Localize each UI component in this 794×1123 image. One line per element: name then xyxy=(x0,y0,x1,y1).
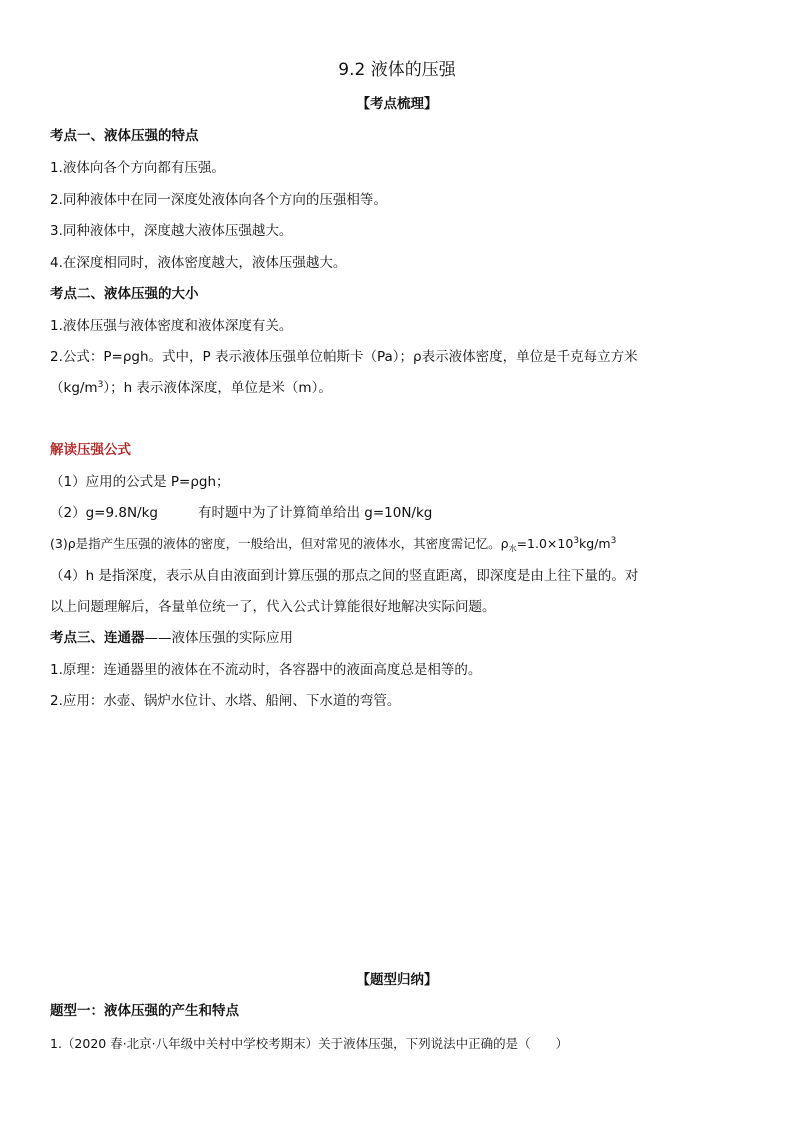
kp1-item-4: 4.在深度相同时，液体密度越大，液体压强越大。 xyxy=(50,255,347,271)
interpret-line-2 xyxy=(50,503,748,523)
kp1-item-2: 2.同种液体中在同一深度处液体向各个方向的压强相等。 xyxy=(50,192,387,208)
interpret-g-value: （2）g=9.8N/kg xyxy=(50,505,158,521)
kp3-item-1: 1.原理：连通器里的液体在不流动时，各容器中的液面高度总是相等的。 xyxy=(50,662,482,678)
kp3-item-2: 2.应用：水壶、锅炉水位计、水塔、船闸、下水道的弯管。 xyxy=(50,693,401,709)
kp2-unit-post: ）；h 表示液体深度，单位是米（m）。 xyxy=(103,380,332,396)
type1-heading: 题型一：液体压强的产生和特点 xyxy=(50,1003,239,1019)
page-title: 9.2 液体的压强 xyxy=(338,60,456,80)
question-1: 1.（2020 春·北京·八年级中关村中学校考期末）关于液体压强，下列说法中正确的是（ ） xyxy=(50,1036,569,1051)
kp2-item-2-line1: 2.公式：P=ρgh。式中，P 表示液体压强单位帕斯卡（Pa）；ρ表示液体密度，单位是千克每立方米 xyxy=(50,349,638,365)
kp3-heading-bold: 考点三、连通器 xyxy=(50,630,145,646)
interpret-g-simple: 有时题中为了计算简单给出 g=10N/kg xyxy=(197,505,433,521)
interpret-rho-value: =1.0×10 xyxy=(516,536,574,551)
interpret-heading: 解读压强公式 xyxy=(50,442,131,458)
interpret-line-3 xyxy=(50,534,616,554)
kp1-item-1: 1.液体向各个方向都有压强。 xyxy=(50,160,225,176)
kp2-unit-pre: （kg/m xyxy=(50,380,98,396)
interpret-line-4b: 以上问题理解后，各量单位统一了，代入公式计算能很好地解决实际问题。 xyxy=(50,599,496,615)
kp1-heading: 考点一、液体压强的特点 xyxy=(50,128,199,144)
section-review-heading: 【考点梳理】 xyxy=(356,96,438,112)
kp2-item-2-line2 xyxy=(50,378,748,398)
interpret-rho-unit: kg/m xyxy=(579,536,611,551)
interpret-line-1: （1）应用的公式是 P=ρgh； xyxy=(50,474,230,490)
interpret-rho-exp: 3 xyxy=(573,536,580,546)
interpret-rho-sub: 水 xyxy=(508,544,517,553)
interpret-line-4a: （4）h 是指深度，表示从自由液面到计算压强的那点之间的竖直距离，即深度是由上往下量的。对 xyxy=(50,568,639,584)
interpret-rho-unit-exp: 3 xyxy=(610,536,617,546)
kp2-heading: 考点二、液体压强的大小 xyxy=(50,286,199,302)
section-types-heading: 【题型归纳】 xyxy=(356,972,438,988)
kp1-item-3: 3.同种液体中，深度越大液体压强越大。 xyxy=(50,223,293,239)
kp3-heading xyxy=(50,628,748,648)
kp3-heading-rest: ——液体压强的实际应用 xyxy=(144,630,293,646)
kp2-unit-sup: 3 xyxy=(97,380,104,390)
interpret-rho-text: (3)ρ是指产生压强的液体的密度，一般给出，但对常见的液体水，其密度需记忆。ρ xyxy=(50,536,509,551)
kp2-item-1: 1.液体压强与液体密度和液体深度有关。 xyxy=(50,318,293,334)
